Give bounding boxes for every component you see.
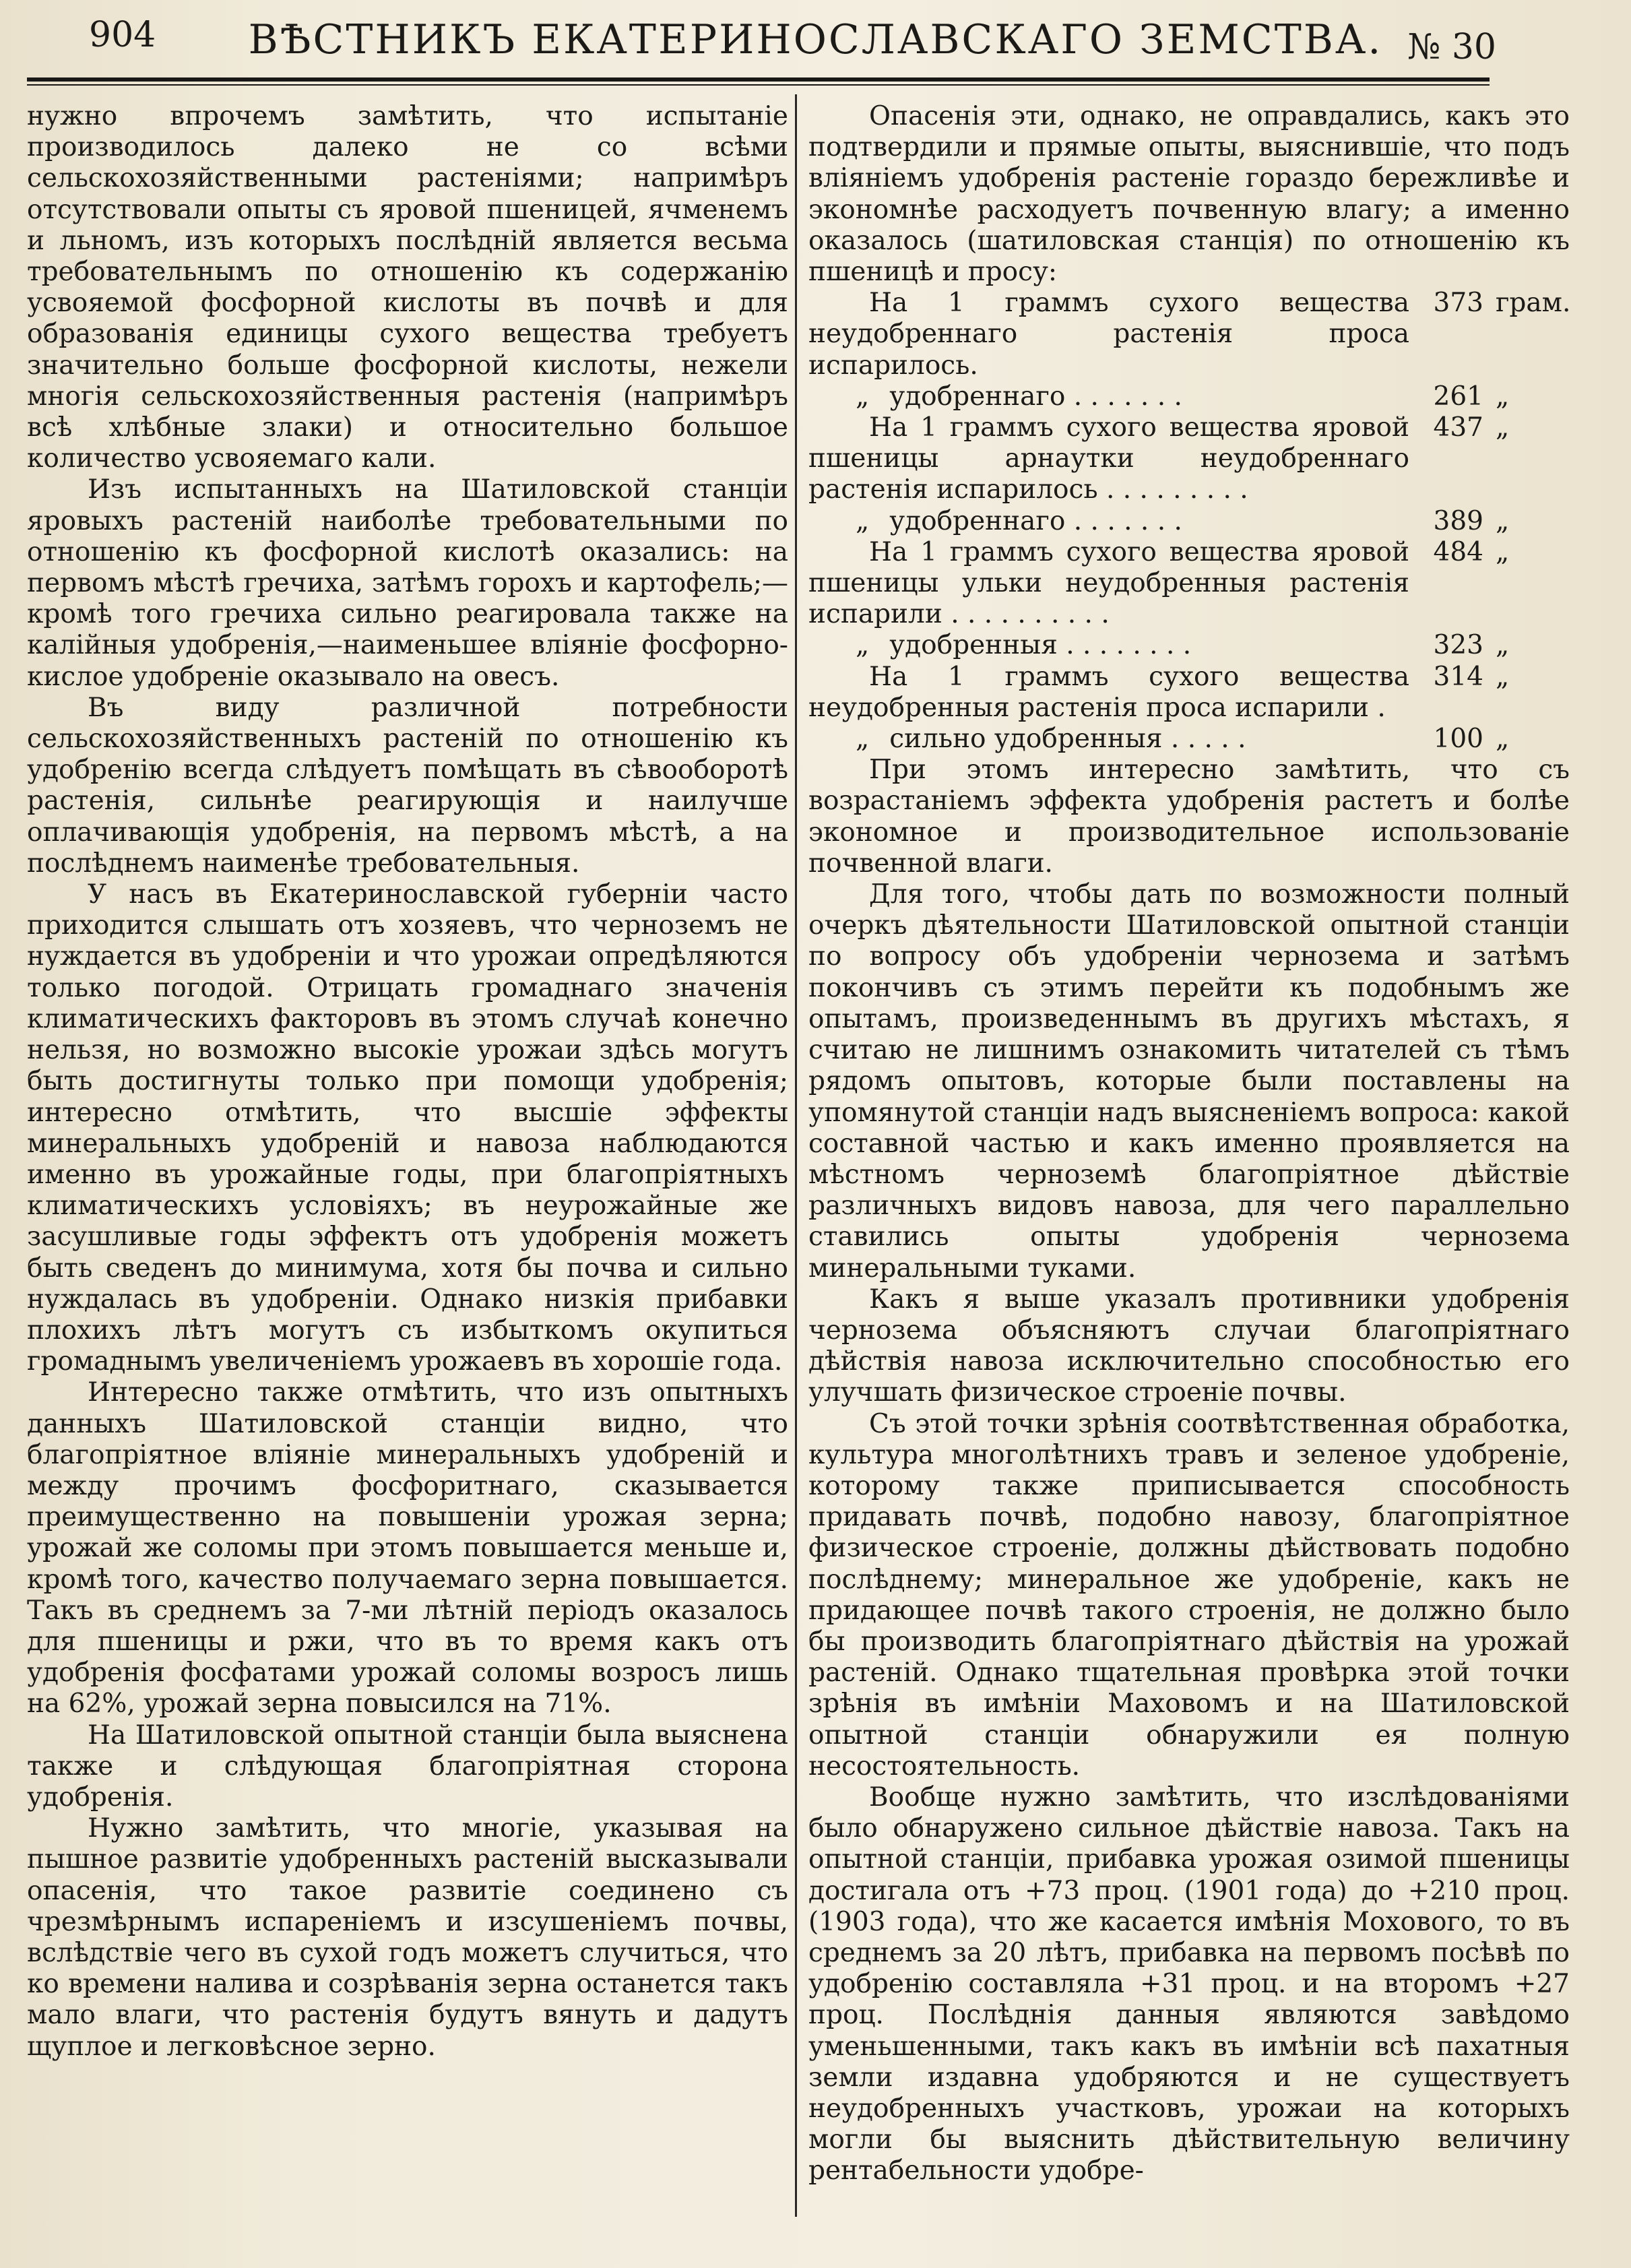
- ditto-mark: „: [1496, 412, 1510, 443]
- issue-number: № 30: [1407, 27, 1496, 67]
- table-row-label: На 1 граммъ сухого вещества неудобренныя растенія проса испарили .: [808, 661, 1409, 723]
- evaporation-table: [808, 288, 1570, 755]
- column-divider: [795, 94, 797, 2217]
- right-column: [808, 101, 1570, 2187]
- table-row-label: „ удобренныя . . . . . . . .: [808, 630, 1409, 661]
- ditto-mark: „: [1496, 381, 1510, 412]
- table-row-label: „ удобреннаго . . . . . . .: [808, 381, 1409, 412]
- table-row: [808, 381, 1570, 412]
- paragraph: Изъ испытанныхъ на Шатиловской станціи яровыхъ растеній наиболѣе требовательными по отношенію къ фосфорной кислотѣ оказались: на первомъ мѣстѣ гречиха, затѣмъ горохъ и картофель;—кромѣ того гречиха сильно реагировала также на калійныя удобренія,—наименьшее вліяніе фосфорно-кислое удобреніе оказывало на овесъ.: [27, 474, 788, 692]
- table-row: [808, 288, 1570, 381]
- header-rule-thin: [27, 84, 1490, 86]
- table-row: [808, 537, 1570, 631]
- table-row: [808, 662, 1570, 724]
- table-value: 437: [1433, 412, 1483, 443]
- paragraph: Нужно замѣтить, что многіе, указывая на пышное развитіе удобренныхъ растеній высказывали опасенія, что такое развитіе соединено съ чрезмѣрнымъ испареніемъ и изсушеніемъ почвы, вслѣдствіе чего въ сухой годъ можетъ случиться, что ко времени налива и созрѣванія зерна останется такъ мало влаги, что растенія будутъ вянуть и дадутъ щуплое и легковѣсное зерно.: [27, 1813, 788, 2062]
- table-value: 484: [1433, 536, 1483, 567]
- paragraph: Съ этой точки зрѣнія соотвѣтственная обработка, культура многолѣтнихъ травъ и зеленое удобреніе, которому также приписывается способность придавать почвѣ, подобно навозу, благопріятное физическое строеніе, должны дѣйствовать подобно послѣднему; минеральное же удобреніе, какъ не придающее почвѣ такого строенія, не должно было бы производить благопріятнаго дѣйствія на урожай растеній. Однако тщательная провѣрка этой точки зрѣнія въ имѣніи Маховомъ и на Шатиловской опытной станціи обнаружили ея полную несостоятельность.: [808, 1408, 1570, 1782]
- table-row-label: „ удобреннаго . . . . . . .: [808, 506, 1409, 537]
- paragraph: На Шатиловской опытной станціи была выяснена также и слѣдующая благопріятная сторона удобренія.: [27, 1720, 788, 1813]
- paragraph: Какъ я выше указалъ противники удобренія чернозема объясняютъ случаи благопріятнаго дѣйствія навоза исключительно способностью его улучшать физическое строеніе почвы.: [808, 1284, 1570, 1408]
- ditto-mark: „: [1496, 536, 1510, 567]
- ditto-mark: „: [1496, 505, 1510, 536]
- table-value: 314: [1433, 661, 1483, 692]
- table-value: 373: [1433, 288, 1483, 319]
- page-number: 904: [89, 15, 156, 55]
- paragraph: Для того, чтобы дать по возможности полный очеркъ дѣятельности Шатиловской опытной станціи по вопросу объ удобреніи чернозема и затѣмъ покончивъ съ этимъ перейти къ подобнымъ же опытамъ, произведеннымъ въ другихъ мѣстахъ, я считаю не лишнимъ ознакомить читателей съ тѣмъ рядомъ опытовъ, которые были поставлены на упомянутой станціи надъ выясненіемъ вопроса: какой составной частью и какъ именно проявляется на мѣстномъ черноземѣ благопріятное дѣйствіе различныхъ видовъ навоза, для чего параллельно ставились опыты удобренія чернозема минеральными туками.: [808, 879, 1570, 1284]
- paragraph: При этомъ интересно замѣтить, что съ возрастаніемъ эффекта удобренія растетъ и болѣе экономное и производительное использованіе почвенной влаги.: [808, 755, 1570, 879]
- table-value: 100: [1433, 724, 1483, 755]
- table-row: [808, 724, 1570, 755]
- table-row-label: „ сильно удобренныя . . . . .: [808, 724, 1409, 755]
- table-row: [808, 506, 1570, 537]
- paragraph: У насъ въ Екатеринославской губерніи часто приходится слышать отъ хозяевъ, что черноземъ не нуждается въ удобреніи и что урожаи опредѣляются только погодой. Отрицать громаднаго значенія климатическихъ факторовъ въ этомъ случаѣ конечно нельзя, но возможно высокіе урожаи здѣсь могутъ быть достигнуты только при помощи удобренія; интересно отмѣтить, что высшіе эффекты минеральныхъ удобреній и навоза наблюдаются именно въ урожайные годы, при благопріятныхъ климатическихъ условіяхъ; въ неурожайные же засушливые годы эффектъ отъ удобренія можетъ быть сведенъ до минимума, хотя бы почва и сильно нуждалась въ удобреніи. Однако низкія прибавки плохихъ лѣтъ могутъ съ избыткомъ окупиться громаднымъ увеличеніемъ урожаевъ въ хорошіе года.: [27, 879, 788, 1377]
- paragraph: Въ виду различной потребности сельскохозяйственныхъ растеній по отношенію къ удобренію всегда слѣдуетъ помѣщать въ сѣвооборотѣ растенія, сильнѣе реагирующія и наилучше оплачивающія удобренія, на первомъ мѣстѣ, а на послѣднемъ наименѣе требовательныя.: [27, 692, 788, 879]
- table-row: [808, 630, 1570, 661]
- ditto-mark: „: [1496, 630, 1510, 661]
- table-value: 323: [1433, 630, 1483, 661]
- left-column: [27, 101, 788, 2062]
- ditto-mark: „: [1496, 724, 1510, 755]
- header-rule: [27, 77, 1490, 82]
- table-unit: грам.: [1496, 288, 1571, 319]
- table-row-label: На 1 граммъ сухого вещества яровой пшеницы арнаутки неудобреннаго растенія испарилось . . . . . . . . .: [808, 412, 1409, 505]
- table-row: [808, 412, 1570, 506]
- table-value: 261: [1433, 381, 1483, 412]
- paragraph: Интересно также отмѣтить, что изъ опытныхъ данныхъ Шатиловской станціи видно, что благопріятное вліяніе минеральныхъ удобреній и между прочимъ фосфоритнаго, сказывается преимущественно на повышеніи урожая зерна; урожай же соломы при этомъ повышается меньше и, кромѣ того, качество получаемаго зерна повышается. Такъ въ среднемъ за 7-ми лѣтній періодъ оказалось для пшеницы и ржи, что въ то время какъ отъ удобренія фосфатами урожай соломы возросъ лишь на 62%, урожай зерна повысился на 71%.: [27, 1377, 788, 1720]
- table-row-label: На 1 граммъ сухого вещества яровой пшеницы ульки неудобренныя растенія испарили . . . . . . . . . .: [808, 536, 1409, 630]
- journal-title: ВѢСТНИКЪ ЕКАТЕРИНОСЛАВСКАГО ЗЕМСТВА.: [248, 16, 1383, 63]
- paragraph: Опасенія эти, однако, не оправдались, какъ это подтвердили и прямые опыты, выяснившіе, что подъ вліяніемъ удобренія растеніе гораздо бережливѣе и экономнѣе расходуетъ почвенную влагу; а именно оказалось (шатиловская станція) по отношенію къ пшеницѣ и просу:: [808, 101, 1570, 288]
- ditto-mark: „: [1496, 661, 1510, 692]
- table-value: 389: [1433, 505, 1483, 536]
- paragraph: Вообще нужно замѣтить, что изслѣдованіями было обнаружено сильное дѣйствіе навоза. Такъ на опытной станціи, прибавка урожая озимой пшеницы достигала отъ +73 проц. (1901 года) до +210 проц. (1903 года), что же касается имѣнія Мохового, то въ среднемъ за 20 лѣтъ, прибавка на первомъ посѣвѣ по удобренію составляла +31 проц. и на второмъ +27 проц. Послѣднія данныя являются завѣдомо уменьшенными, такъ какъ въ имѣніи всѣ пахатныя земли издавна удобряются и не существуетъ неудобренныхъ участковъ, урожаи на которыхъ могли бы выяснить дѣйствительную величину рентабельности удобре-: [808, 1782, 1570, 2186]
- page-header: [27, 7, 1604, 74]
- table-row-label: На 1 граммъ сухого вещества неудобреннаго растенія проса испарилось.: [808, 288, 1409, 381]
- paragraph: нужно впрочемъ замѣтить, что испытаніе производилось далеко не со всѣми сельскохозяйственными растеніями; напримѣръ отсутствовали опыты съ яровой пшеницей, ячменемъ и льномъ, изъ которыхъ послѣдній является весьма требовательнымъ по отношенію къ содержанію усвояемой фосфорной кислоты въ почвѣ и для образованія единицы сухого вещества требуетъ значительно больше фосфорной кислоты, нежели многія сельскохозяйственныя растенія (напримѣръ всѣ хлѣбные злаки) и относительно большое количество усвояемаго кали.: [27, 101, 788, 474]
